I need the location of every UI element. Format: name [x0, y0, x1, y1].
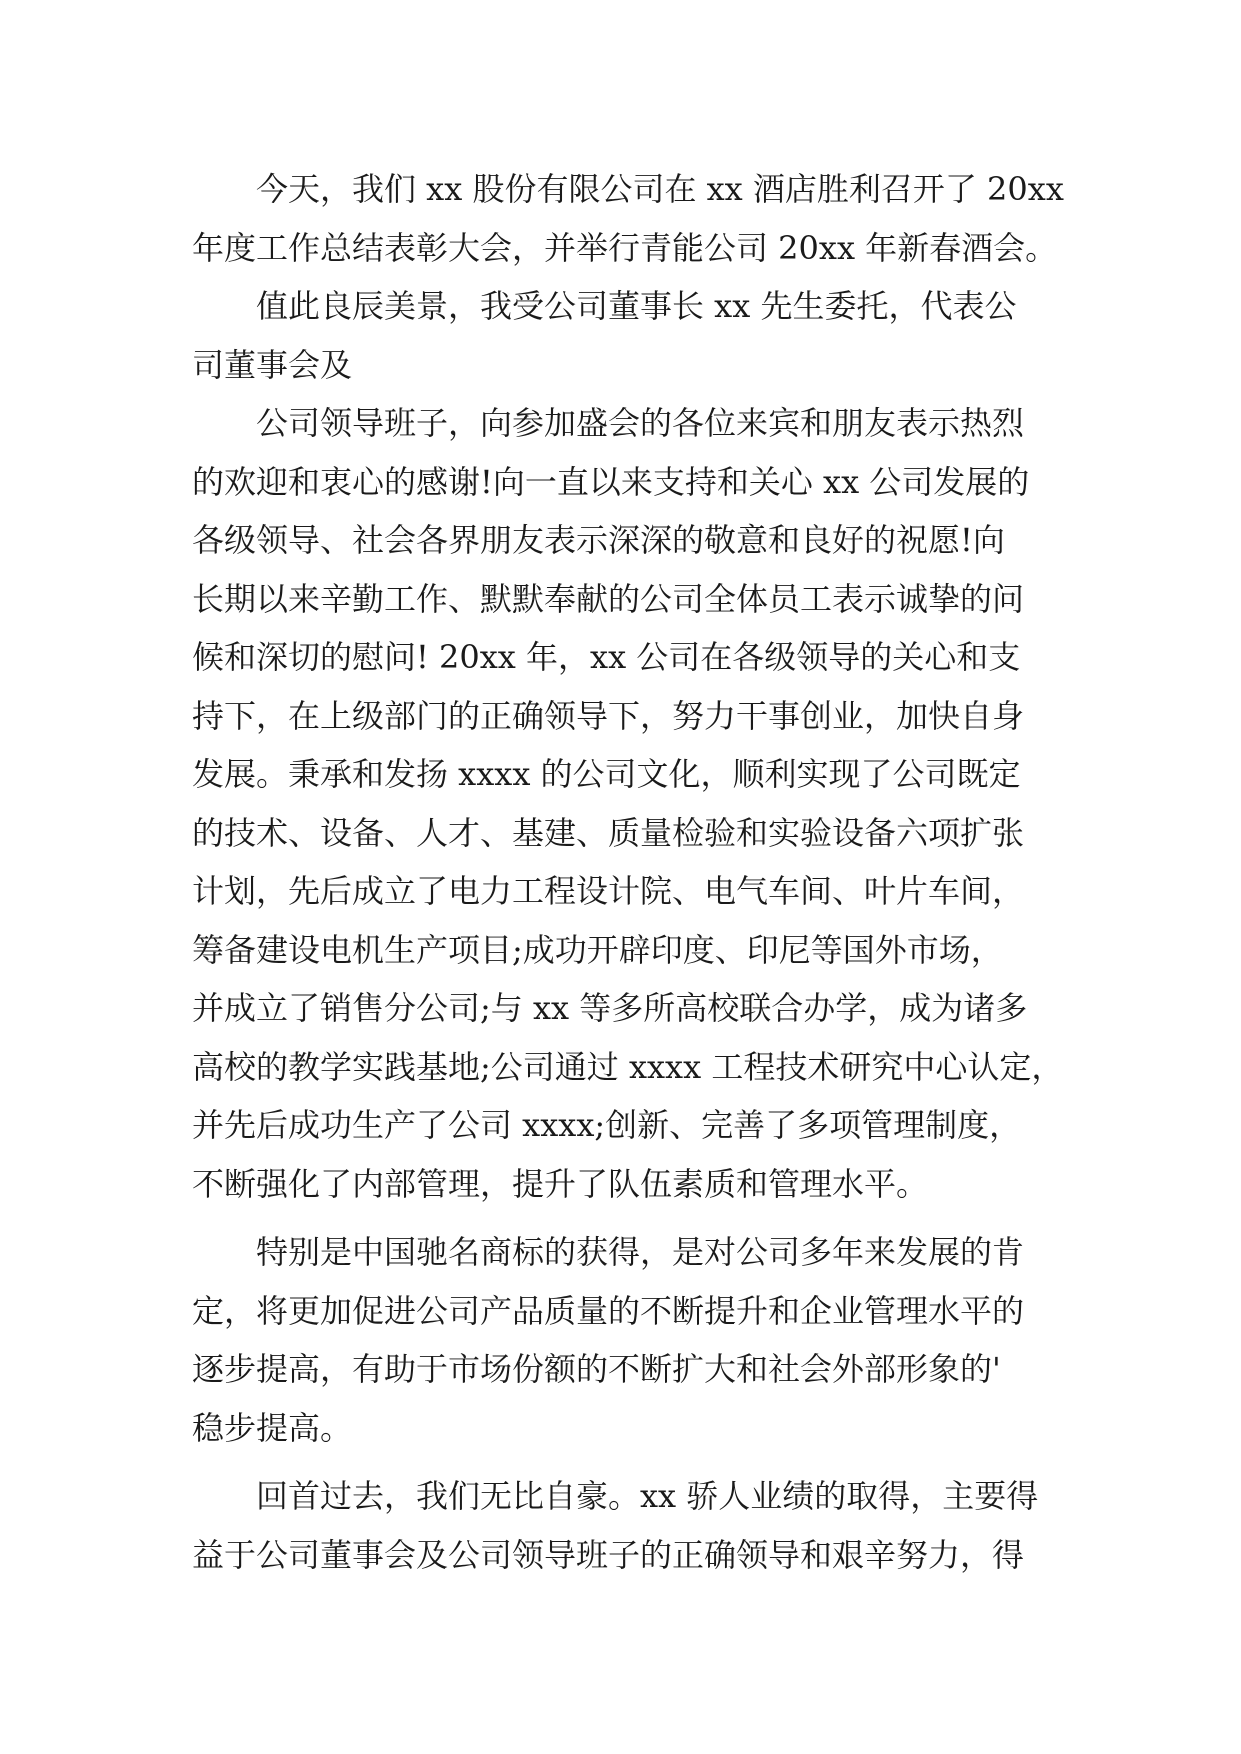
- text-line: 不断强化了内部管理，提升了队伍素质和管理水平。: [192, 1164, 929, 1203]
- text-line: 值此良辰美景，我受公司董事长 xx 先生委托，代表公: [256, 287, 1017, 325]
- text-line: 候和深切的慰问! 20xx 年，xx 公司在各级领导的关心和支: [192, 638, 1021, 676]
- paragraph-greeting: [192, 277, 1062, 394]
- paragraph-trademark: [192, 1223, 1062, 1457]
- text-line: 稳步提高。: [192, 1408, 353, 1447]
- text-line: 回首过去，我们无比自豪。xx 骄人业绩的取得，主要得: [256, 1477, 1039, 1515]
- text-line: 年度工作总结表彰大会，并举行青能公司 20xx 年新春酒会。: [192, 228, 1058, 267]
- text-line: 的欢迎和衷心的感谢!向一直以来支持和关心 xx 公司发展的: [192, 462, 1030, 501]
- paragraph-achievements: [192, 394, 1062, 1213]
- text-line: 各级领导、社会各界朋友表示深深的敬意和良好的祝愿!向: [192, 521, 1005, 559]
- text-line: 司董事会及: [192, 345, 353, 384]
- text-line: 特别是中国驰名商标的获得，是对公司多年来发展的肯: [256, 1233, 1025, 1271]
- text-line: 发展。秉承和发扬 xxxx 的公司文化，顺利实现了公司既定: [192, 755, 1021, 793]
- text-line: 并成立了销售分公司;与 xx 等多所高校联合办学，成为诸多: [192, 989, 1028, 1027]
- paragraph-retrospect: [192, 1467, 1062, 1584]
- text-line: 公司领导班子，向参加盛会的各位来宾和朋友表示热烈: [256, 404, 1025, 442]
- text-line: 高校的教学实践基地;公司通过 xxxx 工程技术研究中心认定，: [192, 1047, 1064, 1086]
- text-line: 益于公司董事会及公司领导班子的正确领导和艰辛努力，得: [192, 1535, 1025, 1574]
- text-line: 长期以来辛勤工作、默默奉献的公司全体员工表示诚挚的问: [192, 579, 1025, 618]
- text-line: 筹备建设电机生产项目;成功开辟印度、印尼等国外市场，: [192, 930, 1003, 969]
- text-line: 逐步提高，有助于市场份额的不断扩大和社会外部形象的': [192, 1350, 1001, 1388]
- text-line: 的技术、设备、人才、基建、质量检验和实验设备六项扩张: [192, 813, 1025, 852]
- paragraph-opening: [192, 160, 1062, 277]
- document-body: [192, 160, 1062, 1584]
- text-line: 计划，先后成立了电力工程设计院、电气车间、叶片车间，: [192, 872, 1025, 910]
- text-line: 并先后成功生产了公司 xxxx;创新、完善了多项管理制度，: [192, 1106, 1022, 1144]
- text-line: 今天，我们 xx 股份有限公司在 xx 酒店胜利召开了 20xx: [256, 170, 1064, 208]
- text-line: 持下，在上级部门的正确领导下，努力干事创业，加快自身: [192, 696, 1025, 735]
- text-line: 定，将更加促进公司产品质量的不断提升和企业管理水平的: [192, 1291, 1025, 1330]
